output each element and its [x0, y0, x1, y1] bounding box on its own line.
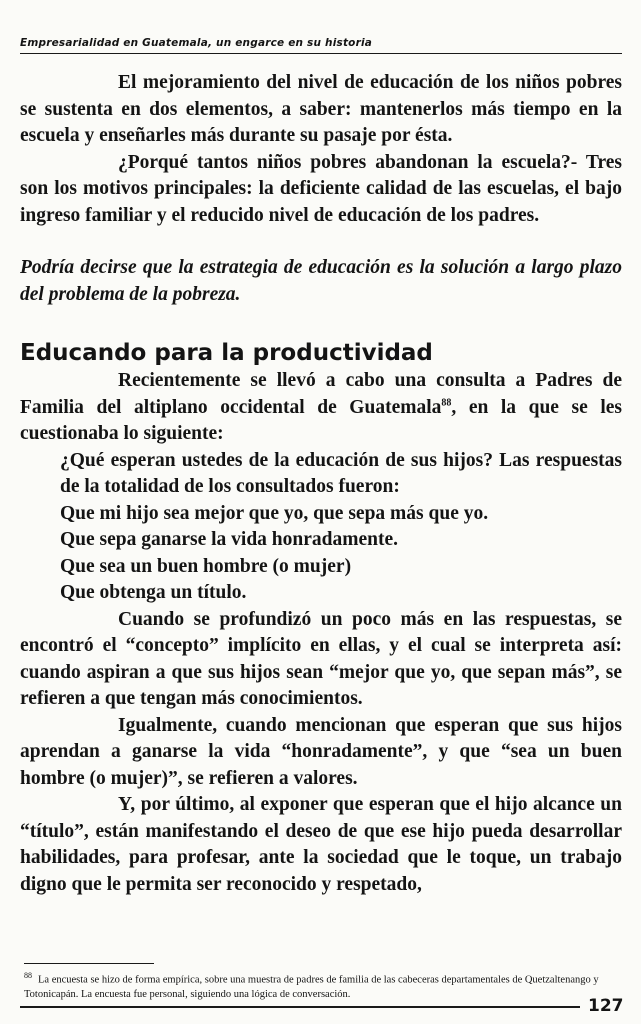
footnote-ref: 88: [441, 397, 452, 408]
footnote: [24, 969, 616, 1002]
page-body: [20, 70, 622, 898]
footnote-number: 88: [24, 971, 32, 980]
paragraph-italic: Podría decirse que la estrategia de educación es la solución a largo plazo del problema de la pobreza.: [20, 257, 622, 305]
paragraph-4: Cuando se profundizó un poco más en las respuestas, se encontró el “concepto” implícito en ellas, y el cual se interpreta así: cuando aspiran a que sus hijos sean “mejor que yo, que sepan más”, se refieren a que tengan más conocimientos.: [20, 608, 622, 709]
answer-item: Que sea un buen hombre (o mujer): [60, 555, 352, 577]
header-rule: [20, 53, 622, 54]
paragraph-1: El mejoramiento del nivel de educación de los niños pobres se sustenta en dos elementos, a saber: mantenerlos más tiempo en la escuela y enseñarles más durante su pasaje por ésta.: [20, 72, 622, 146]
answer-item: Que mi hijo sea mejor que yo, que sepa más que yo.: [60, 502, 489, 524]
paragraph-6: Y, por último, al exponer que esperan que el hijo alcance un “título”, están manifestando el deseo de que ese hijo pueda desarrollar habilidades, para profesar, ante la sociedad que le toque, un trabajo digno que le permita ser reconocido y respetado,: [20, 794, 622, 895]
section-intro-text: Recientemente se llevó a cabo una consulta a Padres de Familia del altiplano occidental de Guatemala: [20, 370, 622, 418]
section-intro: [20, 368, 622, 448]
question: ¿Qué esperan ustedes de la educación de sus hijos? Las respuestas de la totalidad de los consultados fueron:: [60, 449, 622, 497]
answer-item: Que obtenga un título.: [60, 582, 247, 603]
answer-item: Que sepa ganarse la vida honradamente.: [60, 529, 399, 550]
running-head: Empresarialidad en Guatemala, un engarce en su historia: [20, 37, 373, 49]
paragraph-5: Igualmente, cuando mencionan que esperan que sus hijos aprendan a ganarse la vida “honradamente”, y que “sea un buen hombre (o mujer)”, se refieren a valores.: [20, 714, 622, 789]
footer-rule: [20, 1006, 580, 1008]
page-number: 127: [588, 996, 624, 1016]
section-title: Educando para la productividad: [20, 340, 433, 366]
paragraph-2: ¿Porqué tantos niños pobres abandonan la escuela?- Tres son los motivos principales: la deficiente calidad de las escuelas, el bajo ingreso familiar y el reducido nivel de educación de los padres.: [20, 151, 622, 226]
footnote-text: La encuesta se hizo de forma empírica, sobre una muestra de padres de familia de las cabeceras departamentales de Quetzaltenango y Totonicapán. La encuesta fue personal, siguiendo una lógica de conversación.: [24, 974, 599, 1000]
section-intro-tail: , en la que se les cuestionaba lo siguiente:: [20, 396, 622, 444]
footnote-rule: [24, 963, 154, 964]
